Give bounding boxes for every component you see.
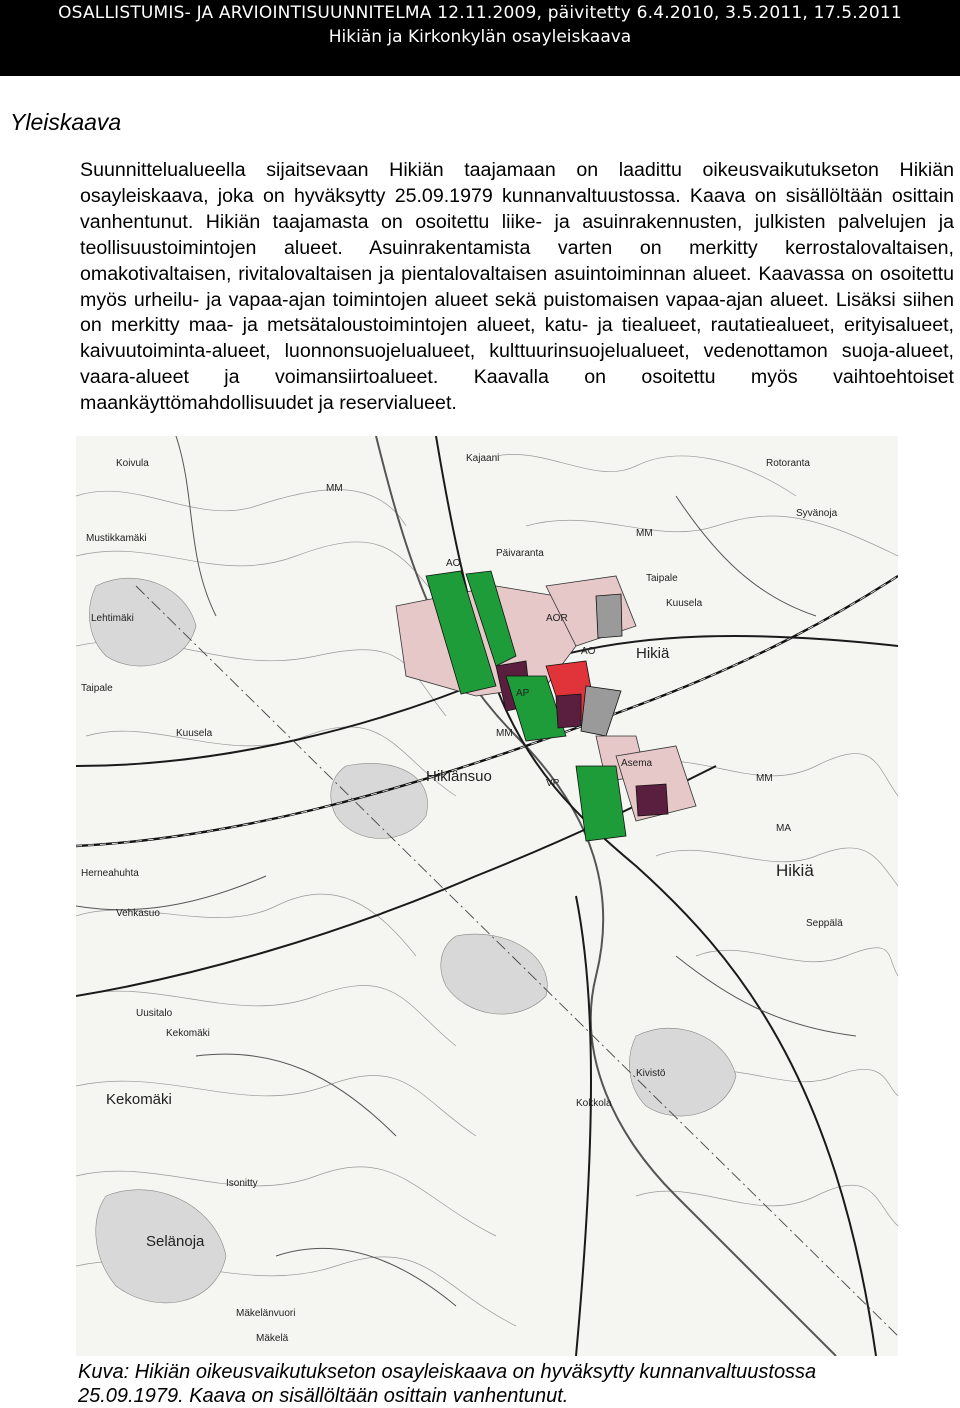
map-label: Vehkasuo <box>116 908 160 919</box>
body-paragraph: Suunnittelualueella sijaitsevaan Hikiän taajamaan on laadittu oikeusvaikutukseton Hikiän osayleiskaava, joka on hyväksytty 25.09.1979 kunnanvaltuustossa. Kaava on sisällöltään osittain vanhentunut. Hikiän taajamasta on osoitettu liike- ja asuinrakennusten, julkisten palvelujen ja teollisuustoimintojen alueet. Asuinrakentamista varten on merkitty kerrostalovaltaisen, omakotivaltaisen, rivitalovaltaisen ja pientalovaltaisen asuintoiminnan alueet. Kaavassa on osoitettu myös urheilu- ja vapaa-ajan toimintojen alueet sekä puistomaisen vapaa-ajan alueet. Lisäksi siihen on merkitty maa- ja metsätaloustoimintojen alueet, katu- ja tiealueet, rautatiealueet, erityisalueet, kaivuutoiminta-alueet, luonnonsuojelualueet, kulttuurinsuojelualueet, vedenottamon suoja-alueet, vaara-alueet ja voimansiirtoalueet. Kaavalla on osoitettu myös vaihtoehtoiset maankäyttömahdollisuudet ja reservialueet. <box>80 159 954 415</box>
map-label: Kajaani <box>466 453 500 464</box>
map-label: Uusitalo <box>136 1008 173 1019</box>
purple-zone <box>556 694 581 728</box>
zone-label: AO <box>581 646 596 657</box>
map-label: Seppälä <box>806 918 843 929</box>
zone-label: MA <box>776 823 791 834</box>
document-header <box>0 0 960 76</box>
section-heading: Yleiskaava <box>10 109 122 135</box>
map-label: Lehtimäki <box>91 613 134 624</box>
header-subtitle: Hikiän ja Kirkonkylän osayleiskaava <box>328 27 632 47</box>
map-label: Päivaranta <box>496 548 544 559</box>
map-label: Mäkelänvuori <box>236 1308 296 1319</box>
map-label: Kivistö <box>636 1068 666 1079</box>
map-label: Selänoja <box>146 1233 205 1250</box>
caption-line-2: 25.09.1979. Kaava on sisällöltään osittain vanhentunut. <box>78 1385 569 1407</box>
map-label: Kekomäki <box>106 1091 172 1108</box>
zone-label: AP <box>516 688 530 699</box>
zone-label: MM <box>496 728 513 739</box>
map-label: Hikiä <box>776 861 814 880</box>
zone-label: AOR <box>546 613 568 624</box>
map-label: Hikiä <box>636 645 670 662</box>
map-label: Isonitty <box>226 1178 258 1189</box>
map-label: Mustikkamäki <box>86 533 147 544</box>
zone-label: MM <box>636 528 653 539</box>
map-label: Koivula <box>116 458 149 469</box>
zone-label: VP <box>546 778 560 789</box>
zone-label: MM <box>756 773 773 784</box>
zone-label: MM <box>326 483 343 494</box>
map-label: Asema <box>621 758 653 769</box>
map-label: Hikiänsuo <box>426 768 492 785</box>
zone-label: AO <box>446 558 461 569</box>
body-text <box>80 158 954 417</box>
master-plan-map <box>76 436 898 1356</box>
map-label: Syvänoja <box>796 508 838 519</box>
figure-caption <box>78 1360 956 1408</box>
map-label: Kuusela <box>176 728 213 739</box>
map-label: Kuusela <box>666 598 703 609</box>
map-label: Kekomäki <box>166 1028 210 1039</box>
purple-zone <box>636 784 668 816</box>
map-drawing <box>76 436 898 1356</box>
map-label: Taipale <box>646 573 678 584</box>
map-label: Taipale <box>81 683 113 694</box>
map-label: Herneahuhta <box>81 868 139 879</box>
map-label: Kokkola <box>576 1098 612 1109</box>
header-title: OSALLISTUMIS- JA ARVIOINTISUUNNITELMA 12.11.2009, päivitetty 6.4.2010, 3.5.2011, 17.5.2011 <box>58 3 902 23</box>
map-label: Rotoranta <box>766 458 810 469</box>
caption-line-1: Kuva: Hikiän oikeusvaikutukseton osayleiskaava on hyväksytty kunnanvaltuustossa <box>78 1361 817 1383</box>
map-label: Mäkelä <box>256 1333 289 1344</box>
grey-zone <box>596 594 622 638</box>
